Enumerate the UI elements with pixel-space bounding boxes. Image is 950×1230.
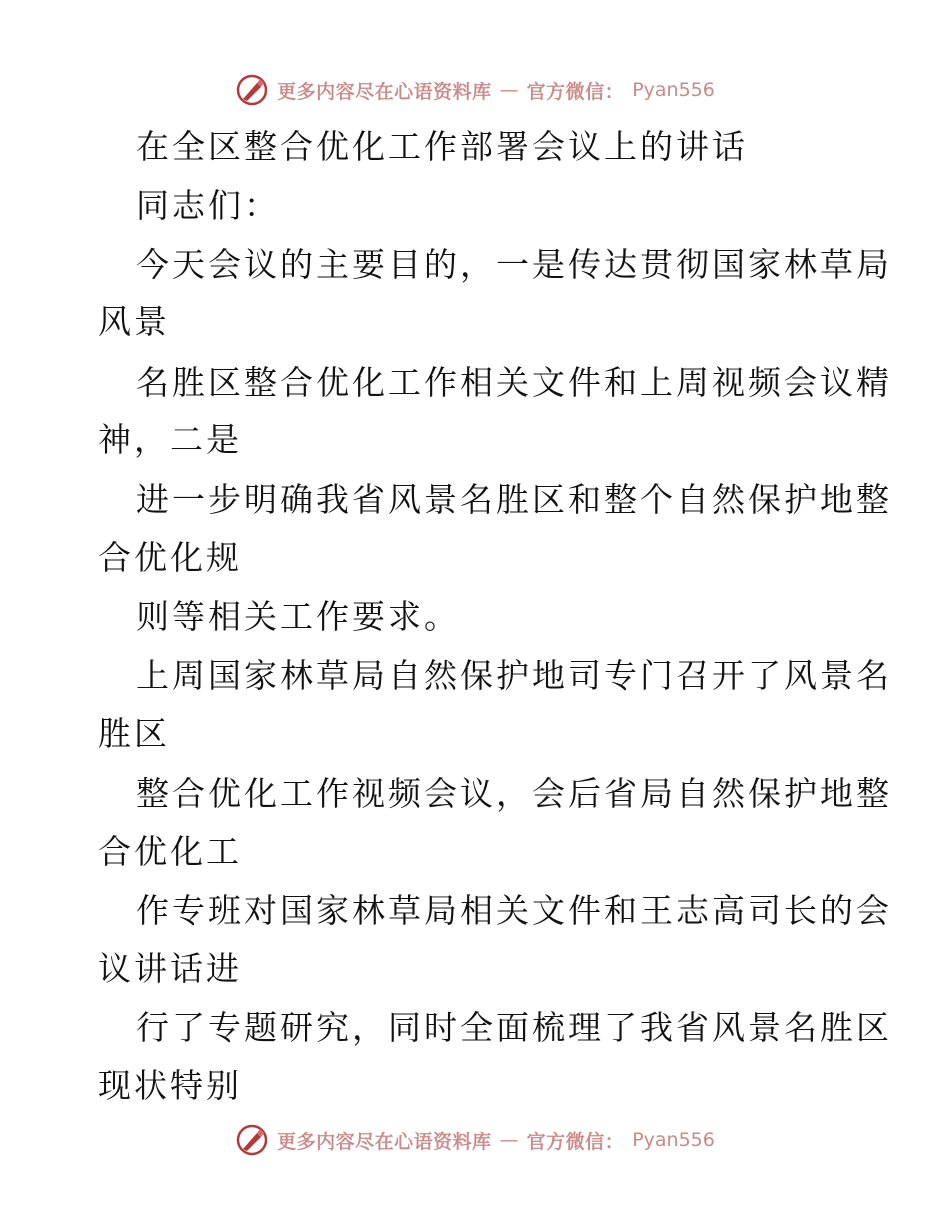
watermark-separator: —	[499, 1129, 519, 1151]
paragraph-line: 名胜区整合优化工作相关文件和上周视频会议精	[136, 363, 892, 402]
footer-watermark	[0, 1120, 950, 1160]
paragraph-line: 风景	[98, 302, 170, 341]
watermark-handle: Pyan556	[632, 79, 715, 101]
paragraph-line: 合优化规	[98, 538, 242, 577]
paragraph-line: 合优化工	[98, 832, 242, 871]
watermark-separator: —	[499, 79, 519, 101]
document-title: 在全区整合优化工作部署会议上的讲话	[136, 127, 748, 166]
pen-logo-icon	[235, 73, 269, 107]
paragraph-line: 整合优化工作视频会议，会后省局自然保护地整	[136, 774, 892, 813]
watermark-text: 更多内容尽在心语资料库	[277, 1130, 492, 1153]
paragraph-line: 神，二是	[98, 420, 242, 459]
pen-logo-icon	[235, 1123, 269, 1157]
paragraph-line: 胜区	[98, 714, 170, 753]
watermark-wechat-label: 官方微信：	[526, 1130, 625, 1153]
paragraph-line: 则等相关工作要求。	[136, 597, 460, 636]
watermark-handle: Pyan556	[632, 1129, 715, 1151]
paragraph-line: 今天会议的主要目的，一是传达贯彻国家林草局	[136, 245, 892, 284]
watermark-text: 更多内容尽在心语资料库	[277, 80, 492, 103]
watermark-wechat-label: 官方微信：	[526, 80, 625, 103]
paragraph-line: 议讲话进	[98, 949, 242, 988]
greeting: 同志们：	[136, 186, 280, 225]
header-watermark	[0, 70, 950, 110]
paragraph-line: 进一步明确我省风景名胜区和整个自然保护地整	[136, 480, 892, 519]
paragraph-line: 作专班对国家林草局相关文件和王志高司长的会	[136, 891, 892, 930]
paragraph-line: 行了专题研究，同时全面梳理了我省风景名胜区	[136, 1008, 892, 1047]
paragraph-line: 现状特别	[98, 1066, 242, 1105]
paragraph-line: 上周国家林草局自然保护地司专门召开了风景名	[136, 656, 892, 695]
